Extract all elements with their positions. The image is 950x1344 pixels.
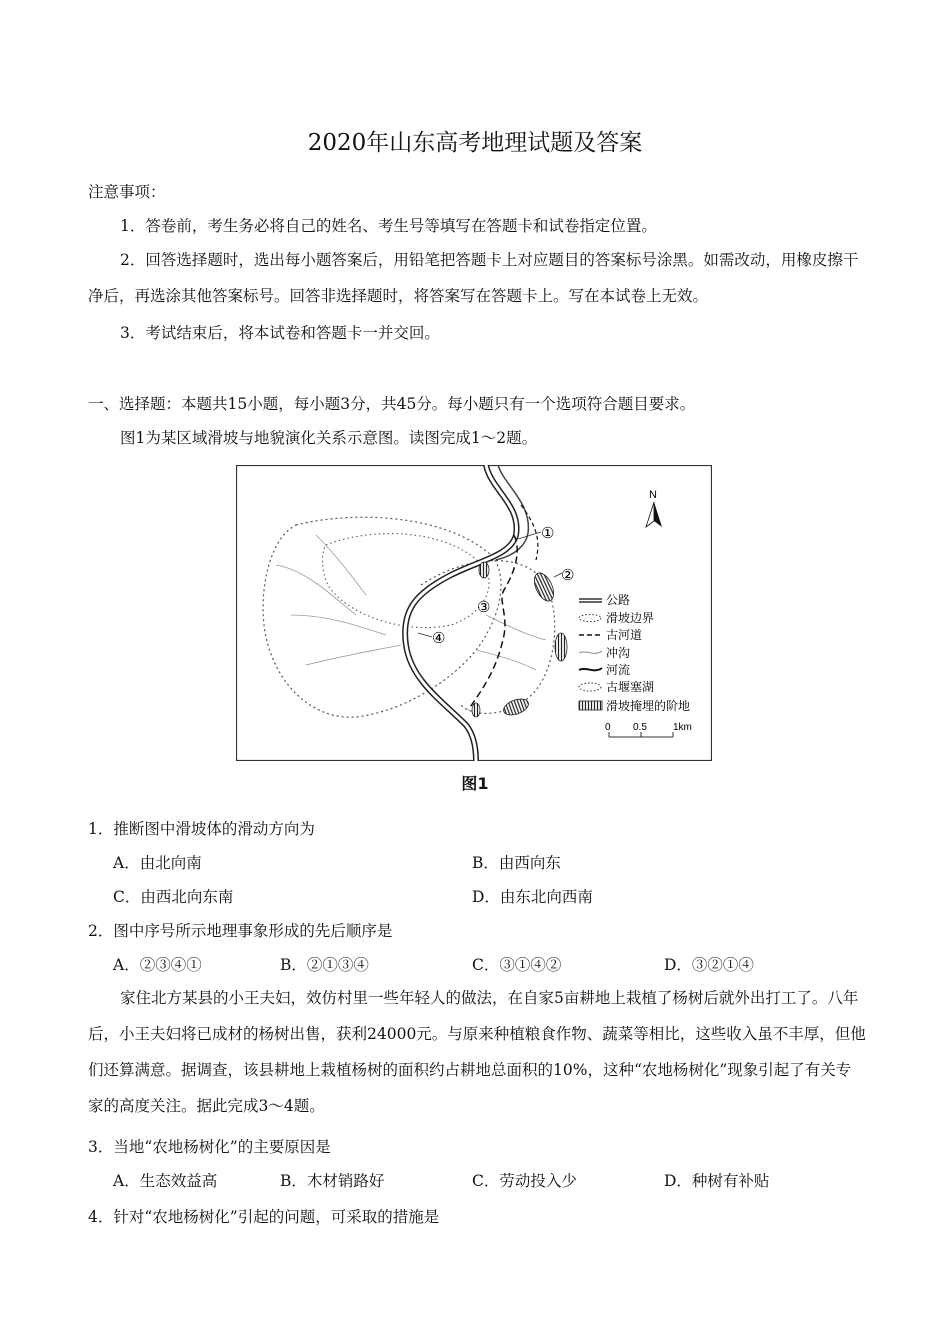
q3-option-d: D．种树有补贴 [664, 1172, 770, 1190]
q3-option-a: A．生态效益高 [113, 1172, 218, 1190]
section-intro: 图1为某区域滑坡与地貌演化关系示意图。读图完成1～2题。 [120, 429, 538, 447]
scale-end: 1km [673, 722, 692, 733]
q3-option-b: B．木材销路好 [280, 1172, 385, 1190]
terrace-3 [555, 633, 567, 661]
q2-option-b: B．②①③④ [280, 956, 369, 974]
scale-half: 0.5 [633, 722, 647, 733]
q1-option-d: D．由东北向西南 [472, 888, 593, 906]
q2-option-d: D．③②①④ [664, 956, 754, 974]
section-heading: 一、选择题：本题共15小题，每小题3分，共45分。每小题只有一个选项符合题目要求。 [88, 395, 696, 413]
question-1-stem: 1．推断图中滑坡体的滑动方向为 [88, 820, 315, 838]
legend-boundary: 滑坡边界 [606, 611, 655, 625]
terrace-1 [479, 562, 489, 578]
question-2-stem: 2．图中序号所示地理事象形成的先后顺序是 [88, 922, 393, 940]
north-label: N [649, 489, 657, 501]
legend-terrace: 滑坡掩埋的阶地 [606, 699, 691, 713]
q2-option-a: A．②③④① [113, 956, 202, 974]
notice-item-1: 1．答卷前，考生务必将自己的姓名、考生号等填写在答题卡和试卷指定位置。 [120, 217, 657, 235]
q2-option-c: C．③①④② [472, 956, 562, 974]
map-svg [236, 465, 712, 761]
label-3: ③ [477, 598, 491, 616]
q1-option-a: A．由北向南 [113, 854, 202, 872]
legend-channel: 古河道 [606, 628, 643, 642]
notice-heading: 注意事项： [88, 183, 166, 201]
legend-river: 河流 [606, 663, 631, 677]
question-4-stem: 4．针对“农地杨树化”引起的问题，可采取的措施是 [88, 1208, 440, 1226]
q1-option-b: B．由西向东 [472, 854, 561, 872]
page-title: 2020年山东高考地理试题及答案 [307, 130, 643, 156]
notice-item-2: 2．回答选择题时，选出每小题答案后，用铅笔把答题卡上对应题目的答案标号涂黑。如需改动，用橡皮擦干净后，再选涂其他答案标号。回答非选择题时，将答案写在答题卡上。写在本试卷上无效。 [88, 251, 859, 305]
q3-option-c: C．劳动投入少 [472, 1172, 577, 1190]
scale-zero: 0 [605, 722, 611, 733]
legend-lake: 古堰塞湖 [606, 680, 655, 694]
question-3-stem: 3．当地“农地杨树化”的主要原因是 [88, 1138, 331, 1156]
label-4: ④ [432, 629, 446, 647]
passage-2: 家住北方某县的小王夫妇，效仿村里一些年轻人的做法，在自家5亩耕地上栽植了杨树后就外出打工了。八年后，小王夫妇将已成材的杨树出售，获利24000元。与原来种植粮食作物、蔬菜等相比，这些收入虽不丰厚，但他们还算满意。据调查，该县耕地上栽植杨树的面积约占耕地总面积的10%，这种“农地杨树化”现象引起了有关专家的高度关注。据此完成3～4题。 [88, 989, 866, 1115]
notice-item-3: 3．考试结束后，将本试卷和答题卡一并交回。 [120, 324, 440, 342]
legend-gully: 冲沟 [606, 646, 631, 660]
terrace-5 [472, 703, 480, 717]
legend-road: 公路 [606, 593, 631, 607]
figure-caption: 图1 [461, 774, 489, 793]
label-2: ② [561, 566, 575, 584]
label-1: ① [541, 524, 555, 542]
q1-option-c: C．由西北向东南 [113, 888, 234, 906]
figure-1-map [236, 465, 712, 761]
